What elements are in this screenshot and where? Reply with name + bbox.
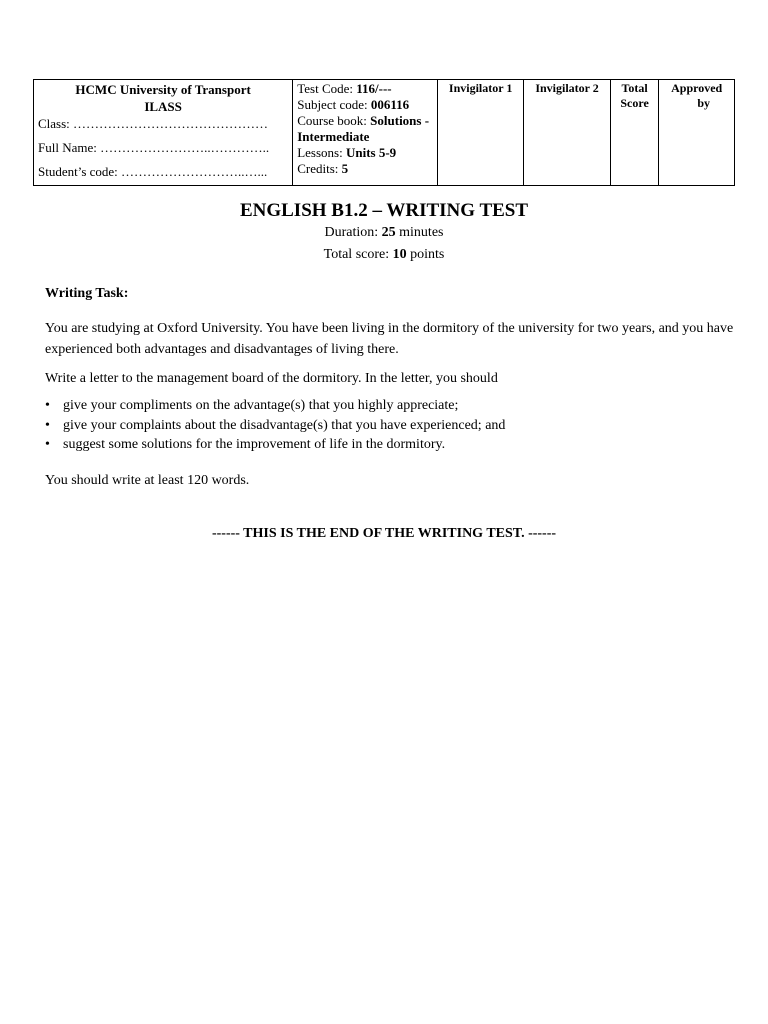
subject-code-value: 006116	[370, 97, 410, 112]
approved-by-cell	[659, 80, 735, 186]
task-instruction-paragraph: Write a letter to the management board of the dormitory. In the letter, you should	[45, 371, 498, 386]
course-book-line: Course book: Solutions - Intermediate	[297, 113, 430, 144]
institution-name: HCMC University of Transport	[75, 82, 251, 97]
word-count-requirement: You should write at least 120 words.	[45, 473, 250, 488]
total-score-value: 10	[392, 247, 407, 262]
duration-line: Duration: 25 minutes	[324, 225, 444, 240]
list-item: • give your complaints about the disadvantage(s) that you have experienced; and	[45, 416, 735, 436]
full-name-field: Full Name: ……………………..…………..	[38, 140, 270, 155]
list-item: • give your compliments on the advantage(s) that you highly appreciate;	[45, 396, 735, 416]
credits-value: 5	[341, 161, 349, 176]
class-field: Class: ………………………………………	[38, 116, 269, 131]
bullet-icon: •	[45, 398, 50, 413]
invigilator2-label: Invigilator 2	[535, 81, 599, 95]
institution-unit: ILASS	[144, 99, 182, 114]
student-code-field: Student’s code: ………………………..…...	[38, 164, 268, 179]
approved-by-label: Approved by	[671, 81, 723, 110]
institution-cell	[34, 80, 293, 186]
end-of-test-notice: ------ THIS IS THE END OF THE WRITING TEST. ------	[211, 526, 557, 541]
credits-line: Credits: 5	[297, 161, 349, 176]
test-title: ENGLISH B1.2 – WRITING TEST	[239, 200, 529, 221]
duration-value: 25	[381, 225, 396, 240]
task-intro-paragraph: You are studying at Oxford University. You have been living in the dormitory of the university for two years, and you have experienced both advantages and disadvantages of living there.	[45, 321, 734, 357]
total-score-label: Total Score	[620, 81, 649, 110]
total-score-line: Total score: 10 points	[323, 247, 445, 262]
invigilator1-cell	[437, 80, 523, 186]
total-score-cell	[610, 80, 659, 186]
bullet-icon: •	[45, 437, 50, 452]
lessons-line: Lessons: Units 5-9	[297, 145, 397, 160]
test-code-line: Test Code: 116/---	[297, 81, 392, 96]
test-info-cell	[293, 80, 438, 186]
invigilator2-cell	[524, 80, 610, 186]
lessons-value: Units 5-9	[345, 145, 397, 160]
list-item: • suggest some solutions for the improvement of life in the dormitory.	[45, 435, 735, 455]
invigilator1-label: Invigilator 1	[448, 81, 513, 95]
task-bullet-list	[45, 396, 735, 455]
writing-task-heading: Writing Task:	[45, 286, 129, 301]
subject-code-line: Subject code: 006116	[297, 97, 410, 112]
course-book-value: Solutions - Intermediate	[297, 113, 430, 144]
bullet-icon: •	[45, 417, 50, 433]
test-code-value: 116/---	[356, 81, 392, 96]
exam-header-table	[33, 79, 735, 186]
